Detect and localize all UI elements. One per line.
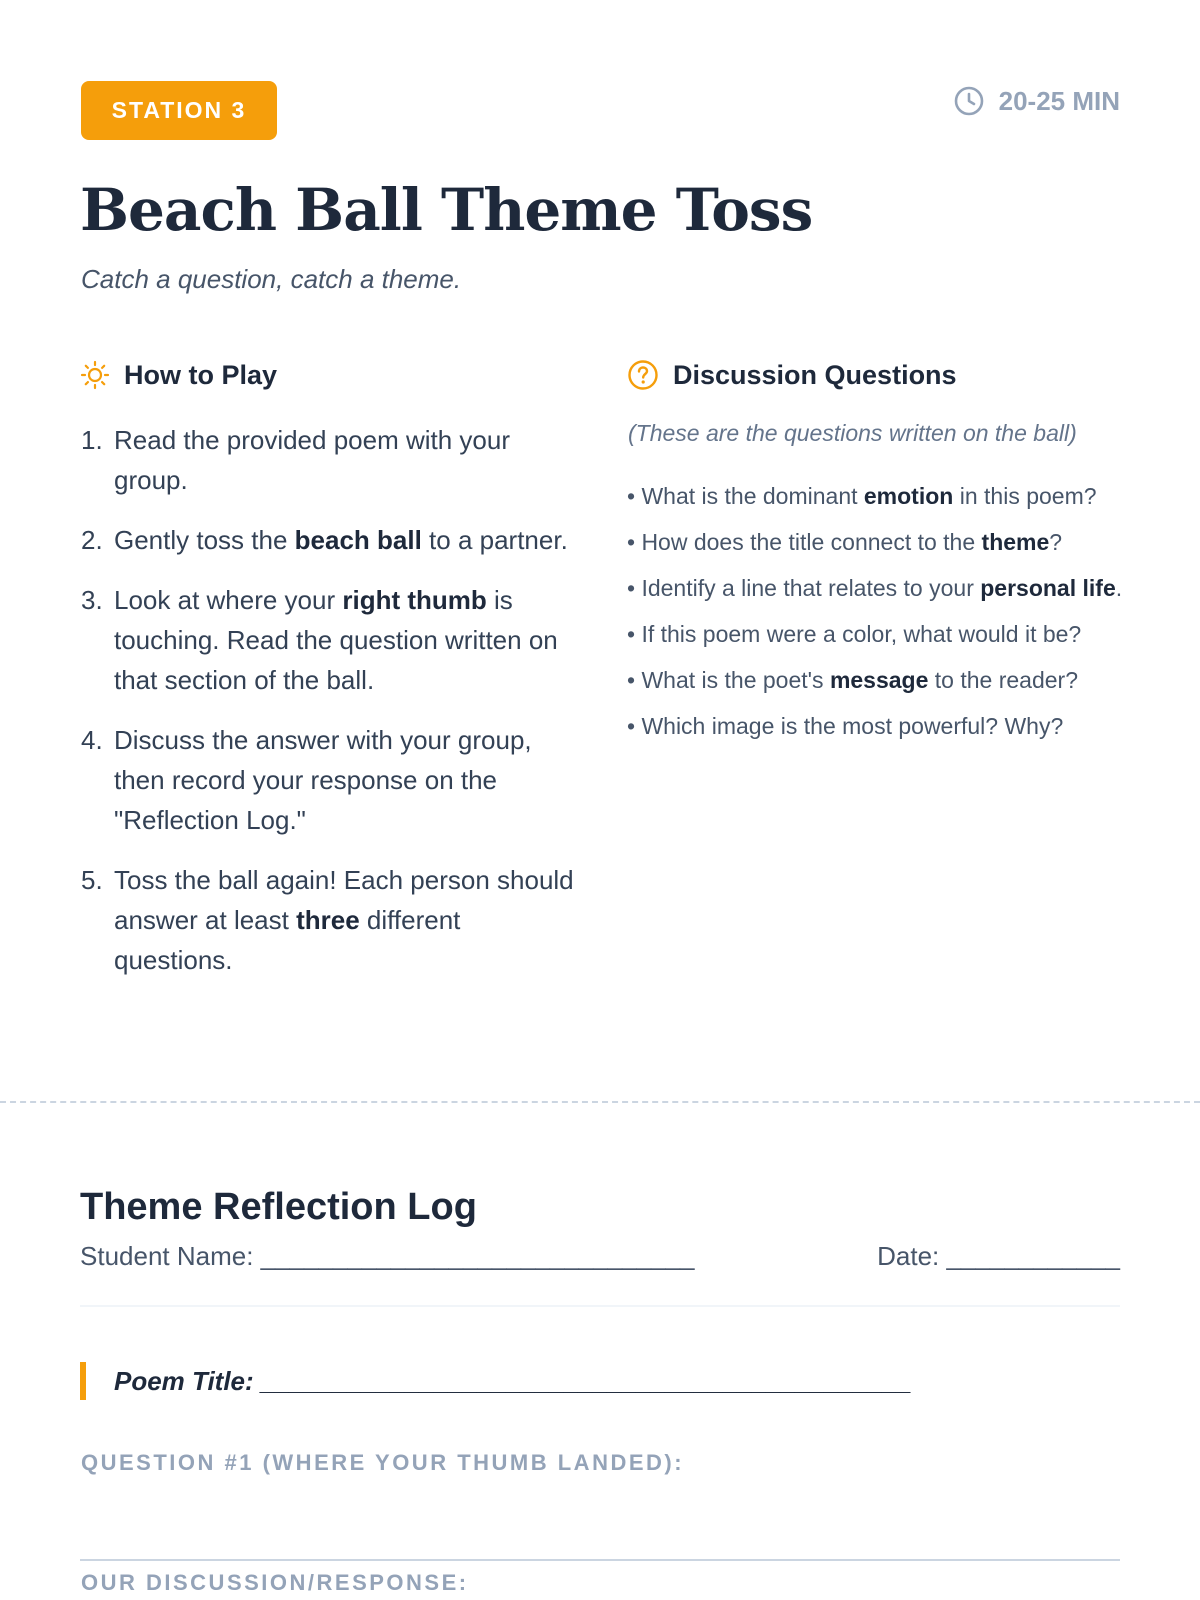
question-text: in this poem? <box>953 483 1097 509</box>
poem-title-field[interactable]: Poem Title: _____________________________________________ <box>80 1362 912 1400</box>
question-item <box>627 572 1127 605</box>
how-to-play-label: How to Play <box>124 359 278 390</box>
cut-line-divider <box>0 1101 1200 1103</box>
questions-note: (These are the questions written on the ball) <box>628 420 1077 446</box>
step-emphasis: three <box>296 905 360 935</box>
step-text: different questions. <box>114 905 461 975</box>
question-item <box>627 618 1127 651</box>
reflection-log-title: Theme Reflection Log <box>80 1186 477 1228</box>
step-item <box>81 420 581 500</box>
discussion-questions-label: Discussion Questions <box>673 359 957 390</box>
step-emphasis: right thumb <box>342 585 487 615</box>
step-text: Toss the ball again! Each person should answer at least <box>114 865 574 935</box>
station-badge: STATION 3 <box>81 81 277 140</box>
step-number: 1. <box>81 425 103 455</box>
student-info-row <box>80 1241 1120 1277</box>
time-estimate <box>953 84 1120 118</box>
question-emphasis: message <box>829 667 929 693</box>
time-label: 20-25 MIN <box>998 85 1120 116</box>
section-separator <box>80 1305 1120 1307</box>
question-text: . <box>1115 575 1123 601</box>
question-one-label: QUESTION #1 (WHERE YOUR THUMB LANDED): <box>81 1450 685 1475</box>
step-text: Look at where your <box>114 585 343 615</box>
step-text: is touching. Read the question written on that section of the ball. <box>114 585 558 695</box>
discussion-questions-heading <box>627 357 1127 393</box>
step-text: to a partner. <box>421 525 568 555</box>
step-item <box>81 520 581 560</box>
step-text: Read the provided poem with your group. <box>114 425 511 495</box>
question-item <box>627 664 1127 697</box>
step-text: Discuss the answer with your group, then record your response on the "Reflection Log." <box>114 725 532 835</box>
step-item <box>81 580 581 700</box>
sun-icon <box>80 360 110 390</box>
step-number: 4. <box>81 725 103 755</box>
question-text: • What is the poet's <box>627 667 830 693</box>
question-emphasis: theme <box>981 529 1050 555</box>
question-text: • Which image is the most powerful? Why? <box>627 713 1064 739</box>
step-number: 2. <box>81 525 103 555</box>
question-item <box>627 526 1127 559</box>
discussion-response-label: OUR DISCUSSION/RESPONSE: <box>81 1570 469 1595</box>
question-emphasis: personal life <box>980 575 1116 601</box>
page-subtitle: Catch a question, catch a theme. <box>81 264 462 294</box>
question-text: • What is the dominant <box>627 483 864 509</box>
student-name-field[interactable]: Student Name: ______________________________ <box>80 1241 695 1271</box>
discussion-questions-list <box>627 480 1127 756</box>
clock-icon <box>953 85 985 117</box>
step-number: 3. <box>81 585 103 615</box>
question-circle-icon <box>627 359 659 391</box>
question-text: • Identify a line that relates to your <box>627 575 981 601</box>
question-text: • How does the title connect to the <box>627 529 982 555</box>
step-number: 5. <box>81 865 103 895</box>
step-text: Gently toss the <box>114 525 295 555</box>
question-text: to the reader? <box>928 667 1079 693</box>
how-to-play-steps <box>81 420 581 1000</box>
date-field[interactable]: Date: ____________ <box>877 1241 1120 1271</box>
step-item <box>81 860 581 980</box>
question-emphasis: emotion <box>863 483 954 509</box>
question-item <box>627 480 1127 513</box>
question-text: ? <box>1049 529 1063 555</box>
answer-line[interactable] <box>80 1559 1120 1561</box>
page-title: Beach Ball Theme Toss <box>80 176 813 244</box>
question-item <box>627 710 1127 743</box>
question-text: • If this poem were a color, what would it be? <box>627 621 1082 647</box>
step-item <box>81 720 581 840</box>
how-to-play-heading <box>80 357 580 393</box>
step-emphasis: beach ball <box>294 525 422 555</box>
